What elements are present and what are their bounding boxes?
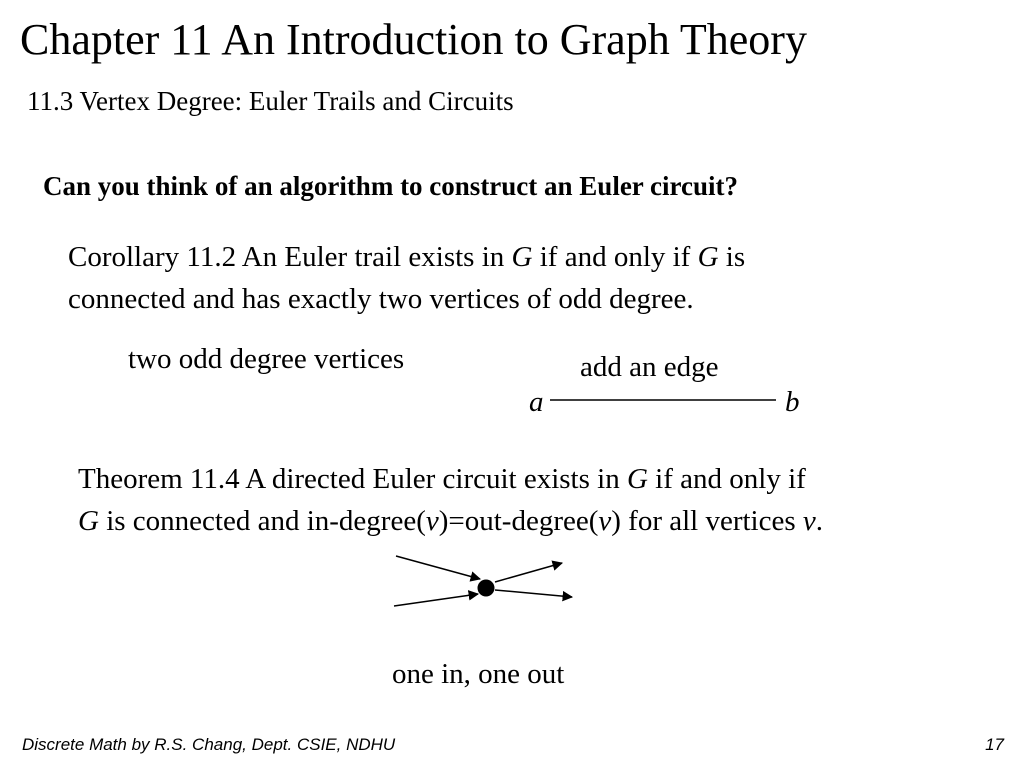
theorem-line-2: G is connected and in-degree(v)=out-degree(v) for all vertices v. [78,505,824,537]
page-number: 17 [985,735,1004,754]
add-edge-caption: add an edge [580,351,719,383]
corollary-line-1: Corollary 11.2 An Euler trail exists in G if and only if G is [68,241,746,273]
out-edge-lower [495,590,572,597]
question-heading: Can you think of an algorithm to construct an Euler circuit? [43,171,739,201]
in-out-caption: one in, one out [392,658,565,690]
slide-title: Chapter 11 An Introduction to Graph Theory [20,15,807,64]
slide-subtitle: 11.3 Vertex Degree: Euler Trails and Circuits [27,86,514,116]
in-edge-upper [396,556,480,579]
corollary-line-2: connected and has exactly two vertices of odd degree. [68,283,694,315]
vertex-dot [478,580,495,597]
in-edge-lower [394,594,478,606]
out-edge-upper [495,563,562,582]
vertex-label-a: a [529,386,544,418]
footer-credit: Discrete Math by R.S. Chang, Dept. CSIE, NDHU [22,735,396,754]
vertex-label-b: b [785,386,800,418]
theorem-line-1: Theorem 11.4 A directed Euler circuit exists in G if and only if [78,463,806,495]
odd-vertices-caption: two odd degree vertices [128,343,405,375]
